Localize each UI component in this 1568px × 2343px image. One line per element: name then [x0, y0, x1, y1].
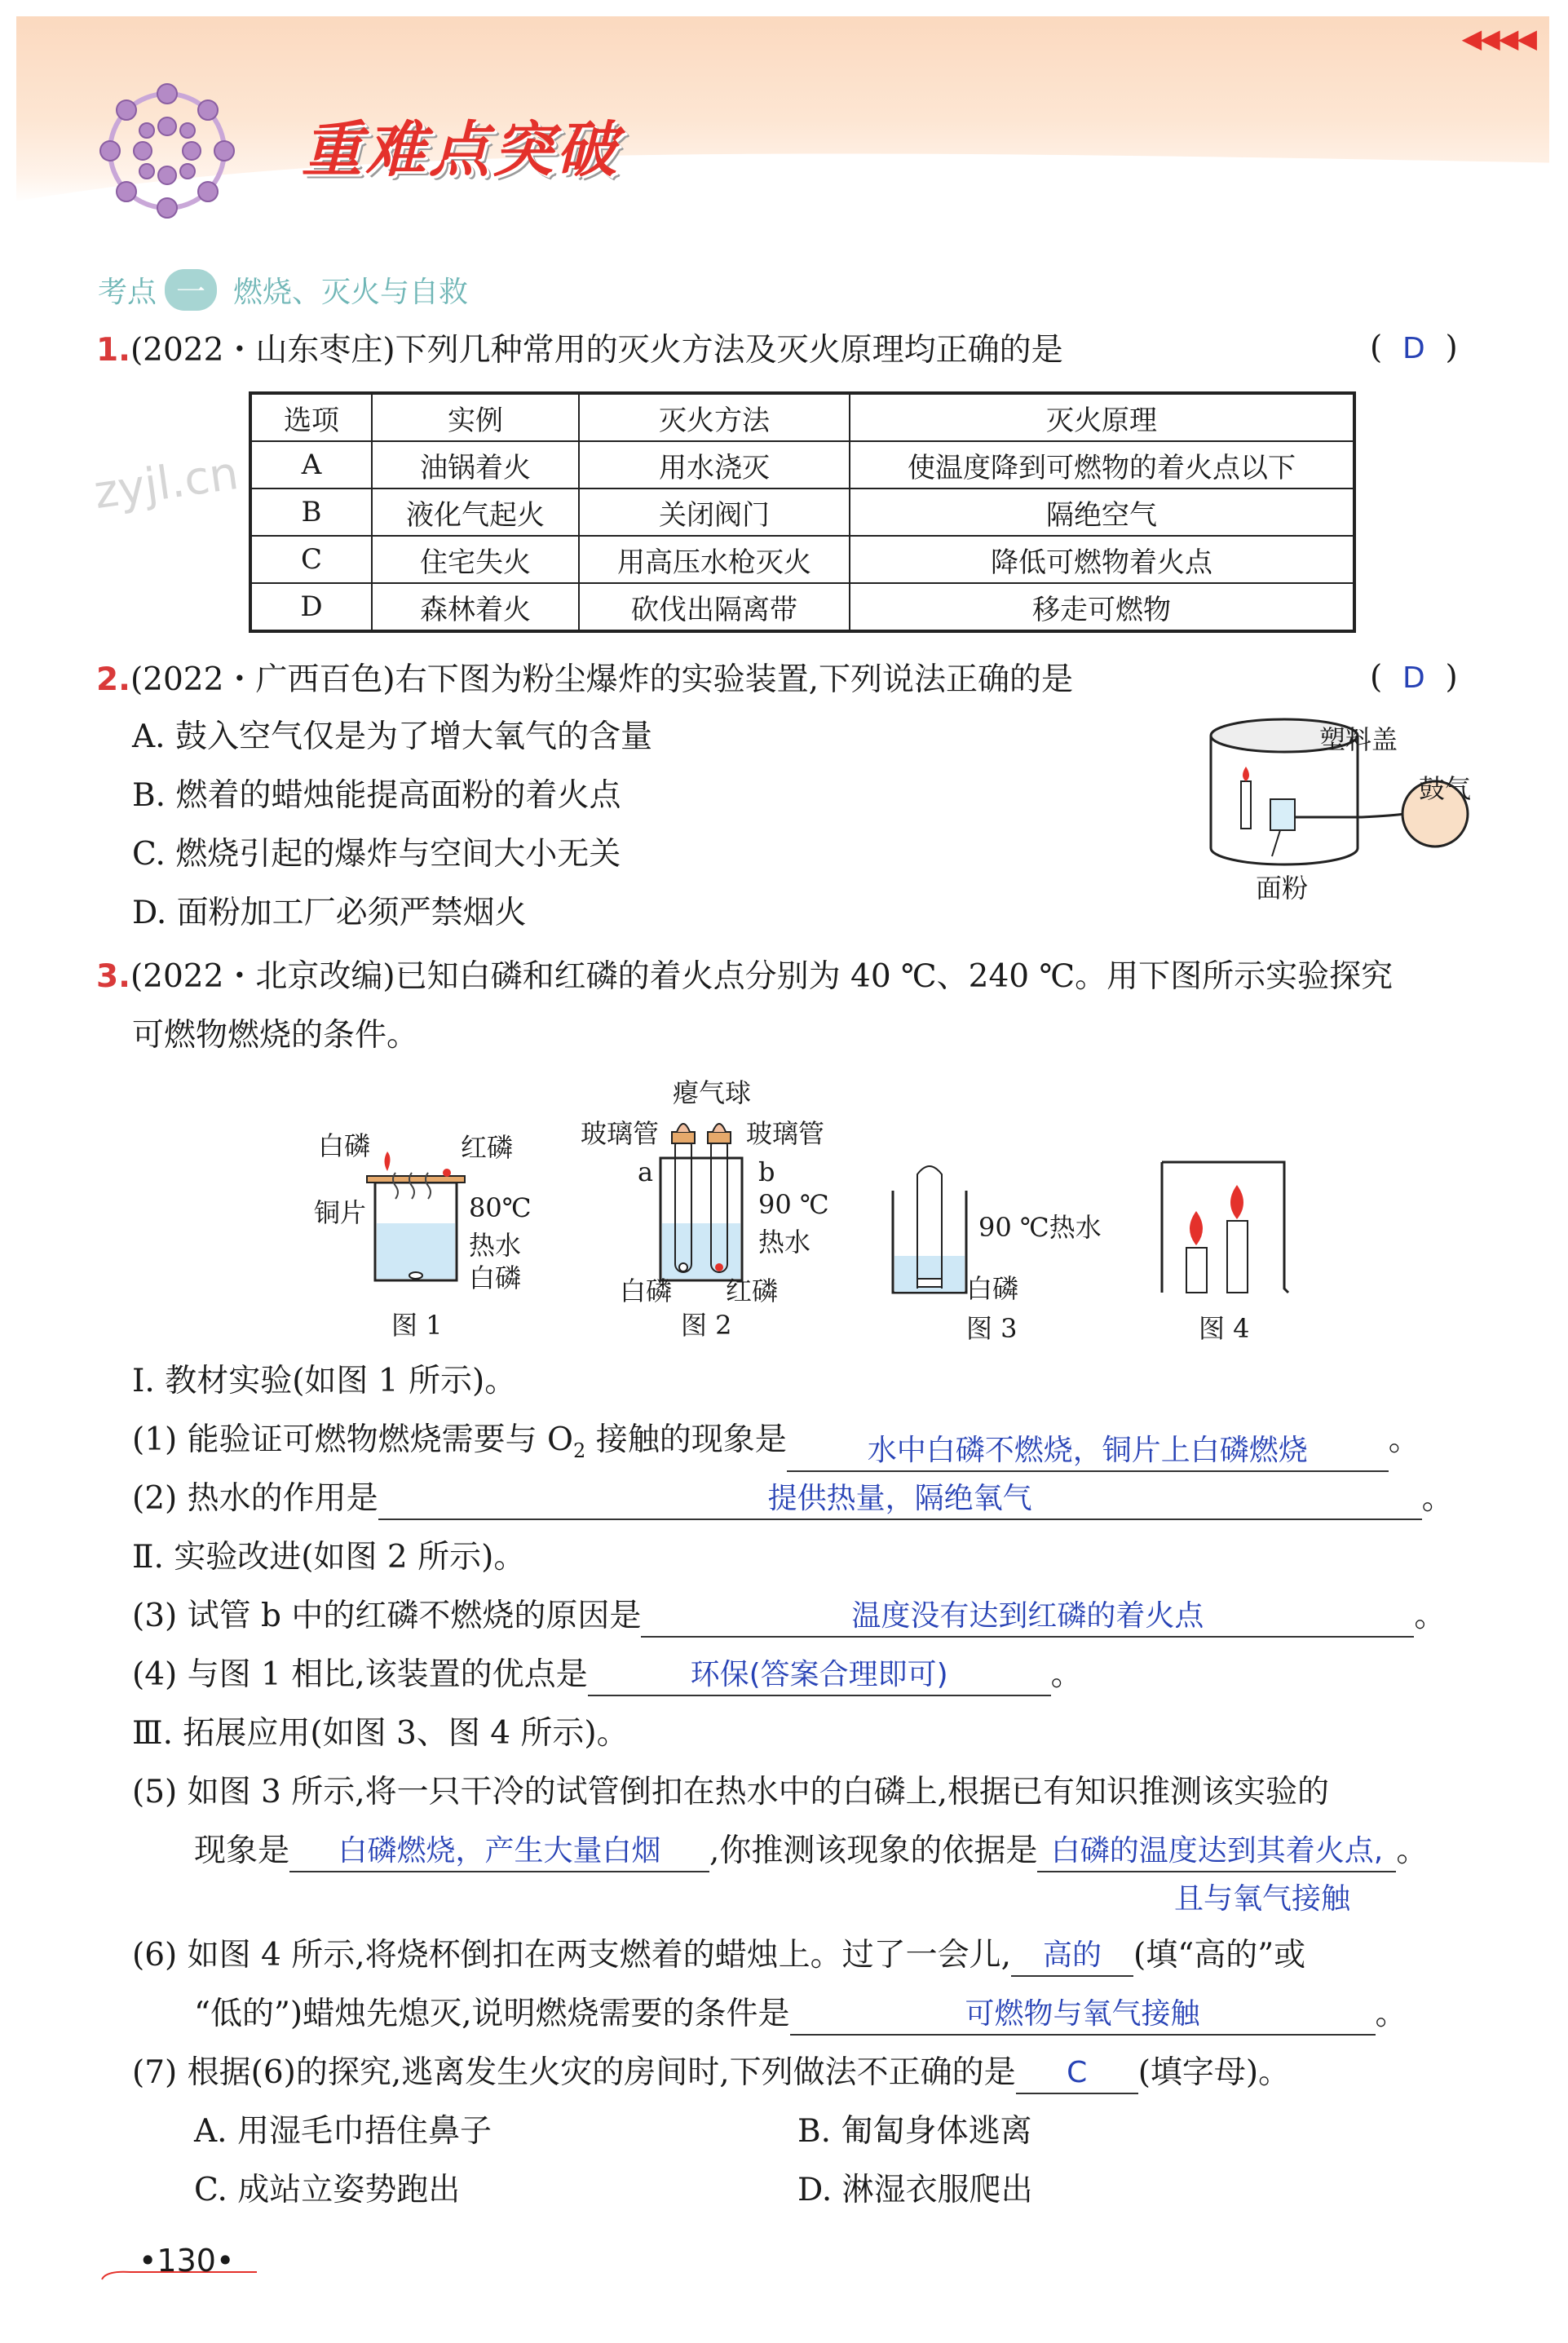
- table-header-cell: 灭火原理: [850, 393, 1354, 441]
- fig2-label-a: a: [638, 1156, 654, 1187]
- fig2-label-balloon: 瘪气球: [673, 1077, 752, 1108]
- q2-number: 2.: [96, 661, 130, 698]
- q1-number: 1.: [96, 332, 130, 369]
- fig1-label-red-p: 红磷: [461, 1132, 514, 1163]
- watermark: zyjl.cn: [91, 446, 242, 520]
- fig1-label-water: 热水: [469, 1230, 522, 1261]
- table-cell: 住宅失火: [372, 536, 579, 583]
- q3-p6-answer-1: 高的: [1043, 1939, 1102, 1972]
- q3-p5-answer-2-cont: 且与氧气接触: [1174, 1882, 1351, 1916]
- q3-stem-line2: 可燃物燃烧的条件。: [132, 1017, 419, 1054]
- q3-part-6-line1: [132, 1934, 1305, 1977]
- table-header-cell: 灭火方法: [579, 393, 850, 441]
- table-cell: 隔绝空气: [850, 488, 1354, 536]
- fig2-label-b: b: [758, 1156, 775, 1187]
- fig4-caption: 图 4: [1199, 1313, 1250, 1344]
- topic-name: 燃烧、灭火与自救: [233, 276, 469, 309]
- figure-4: [1154, 1154, 1292, 1301]
- table-header-row: [250, 393, 1354, 441]
- q3-p1-answer: 水中白磷不燃烧，铜片上白磷燃烧: [867, 1433, 1308, 1467]
- table-row: [250, 488, 1354, 536]
- fig-label-flour: 面粉: [1256, 873, 1309, 904]
- table-cell: 使温度降到可燃物的着火点以下: [850, 441, 1354, 488]
- q3-part-5-line2: 现象是 白磷燃烧，产生大量白烟 ,你推测该现象的依据是 白磷的温度达到其着火点, 。: [194, 1830, 1428, 1872]
- q3-p7-text2: (填字母)。: [1137, 2054, 1291, 2091]
- q2-text: (2022・广西百色)右下图为粉尘爆炸的实验装置,下列说法正确的是: [130, 661, 1074, 698]
- q3-p2-blank: [378, 1483, 1422, 1520]
- q3-p7-option-b: B. 匍匐身体逃离: [797, 2113, 1032, 2150]
- fig2-label-temp: 90 ℃: [758, 1189, 829, 1220]
- table-cell: 砍伐出隔离带: [579, 583, 850, 631]
- table-cell: A: [250, 441, 372, 488]
- q3-p7-text: (7) 根据(6)的探究,逃离发生火灾的房间时,下列做法不正确的是: [132, 2054, 1016, 2091]
- q3-part-7: [132, 2052, 1290, 2094]
- page-number: •130•: [139, 2243, 235, 2279]
- q3-p6-blank-1: [1011, 1939, 1133, 1977]
- q3-p7-option-a: A. 用湿毛巾捂住鼻子: [194, 2113, 492, 2150]
- q3-p1-text2: 接触的现象是: [585, 1421, 787, 1458]
- fig2-label-red-p: 红磷: [726, 1275, 779, 1306]
- q3-p3-answer: 温度没有达到红磷的着火点: [851, 1599, 1204, 1633]
- page-title: 重难点突破: [302, 115, 620, 185]
- fig1-label-white-p: 白磷: [318, 1130, 371, 1161]
- table-row: [250, 441, 1354, 488]
- q1-answer-box: ( D ): [1370, 329, 1458, 366]
- table-cell: 关闭阀门: [579, 488, 850, 536]
- fig3-label-water: 90 ℃热水: [978, 1212, 1102, 1243]
- fig1-label-temp: 80℃: [469, 1192, 532, 1223]
- figure-1: [359, 1134, 473, 1297]
- q3-part-4: (4) 与图 1 相比,该装置的优点是 环保(答案合理即可) 。: [132, 1654, 1083, 1696]
- q3-p6-text3: “低的”)蜡烛先熄灭,说明燃烧需要的条件是: [194, 1996, 790, 2032]
- table-cell: B: [250, 488, 372, 536]
- q3-part-2: (2) 热水的作用是 提供热量，隔绝氧气 。: [132, 1478, 1454, 1520]
- fig2-label-tube-l: 玻璃管: [581, 1118, 660, 1149]
- topic-heading: [98, 269, 468, 311]
- q3-part-5-line1: (5) 如图 3 所示,将一只干冷的试管倒扣在热水中的白磷上,根据已有知识推测该实验的: [132, 1774, 1330, 1810]
- q3-stem-line1: [96, 956, 1393, 998]
- topic-prefix: 考点: [98, 276, 157, 309]
- q3-p1-blank: [787, 1435, 1389, 1472]
- fig1-label-copper: 铜片: [314, 1197, 367, 1228]
- q3-section-2: Ⅱ. 实验改进(如图 2 所示)。: [132, 1539, 526, 1576]
- figure-2: [644, 1101, 758, 1297]
- fig1-label-white-p2: 白磷: [469, 1262, 522, 1293]
- q3-part-1: (1) 能验证可燃物燃烧需要与 $O_2$ 接触的现象是 水中白磷不燃烧，铜片上白磷燃烧 。: [132, 1419, 1477, 1472]
- q2-option-b: B. 燃着的蜡烛能提高面粉的着火点: [132, 777, 621, 814]
- table-cell: 液化气起火: [372, 488, 579, 536]
- table-row: [250, 536, 1354, 583]
- q1-table: [249, 391, 1356, 633]
- q3-p6-text2: (填“高的”或: [1133, 1937, 1306, 1974]
- q3-section-1: Ⅰ. 教材实验(如图 1 所示)。: [132, 1363, 517, 1399]
- topic-badge: 一: [165, 269, 217, 311]
- figure-3: [885, 1158, 974, 1301]
- q3-p7-blank: [1016, 2057, 1138, 2094]
- fig2-caption: 图 2: [681, 1310, 732, 1341]
- q3-p7-answer: C: [1067, 2056, 1088, 2089]
- fig-label-air: 鼓气: [1419, 773, 1472, 804]
- q2-option-c: C. 燃烧引起的爆炸与空间大小无关: [132, 836, 621, 873]
- q3-p5-blank-2: [1037, 1835, 1396, 1872]
- q2-answer: D: [1402, 661, 1425, 695]
- q3-number: 3.: [96, 958, 130, 995]
- q1-stem: [96, 329, 1063, 372]
- q3-p7-option-d: D. 淋湿衣服爬出: [797, 2172, 1033, 2208]
- q3-p3-text: (3) 试管 b 中的红磷不燃烧的原因是: [132, 1598, 642, 1634]
- fig-label-lid: 塑料盖: [1319, 724, 1398, 755]
- q1-answer: D: [1402, 332, 1425, 365]
- fig2-label-water: 热水: [758, 1227, 811, 1258]
- q3-p5-blank-1: [289, 1835, 709, 1872]
- q3-p1-sub: 2: [573, 1439, 586, 1462]
- fig2-label-white-p: 白磷: [620, 1275, 673, 1306]
- table-cell: 降低可燃物着火点: [850, 536, 1354, 583]
- q2-option-a: A. 鼓入空气仅是为了增大氧气的含量: [132, 718, 652, 755]
- q2-option-d: D. 面粉加工厂必须严禁烟火: [132, 895, 527, 931]
- q3-p6-answer-2: 可燃物与氧气接触: [965, 1997, 1200, 2031]
- q3-p4-blank: [588, 1659, 1051, 1696]
- table-cell: 用高压水枪灭火: [579, 536, 850, 583]
- q3-p5-text2: ,你推测该现象的依据是: [709, 1832, 1038, 1869]
- table-row: [250, 583, 1354, 631]
- table-cell: 森林着火: [372, 583, 579, 631]
- table-cell: 用水浇灭: [579, 441, 850, 488]
- q3-p4-text: (4) 与图 1 相比,该装置的优点是: [132, 1656, 588, 1693]
- q3-p7-option-c: C. 成站立姿势跑出: [194, 2172, 461, 2208]
- q3-p4-answer: 环保(答案合理即可): [690, 1658, 948, 1691]
- q3-p1-text: (1) 能验证可燃物燃烧需要与 O: [132, 1421, 574, 1458]
- q3-text: (2022・北京改编)已知白磷和红磷的着火点分别为 40 ℃、240 ℃。用下图所示实验探究: [130, 958, 1394, 995]
- fig2-label-tube-r: 玻璃管: [746, 1118, 825, 1149]
- q3-p6-blank-2: [790, 1998, 1376, 2036]
- q2-stem: [96, 659, 1073, 701]
- table-cell: D: [250, 583, 372, 631]
- q3-p2-text: (2) 热水的作用是: [132, 1480, 378, 1517]
- table-header-cell: 选项: [250, 393, 372, 441]
- q3-part-6-line2: “低的”)蜡烛先熄灭,说明燃烧需要的条件是 可燃物与氧气接触 。: [194, 1993, 1407, 2036]
- q3-p5-answer-1: 白磷燃烧，产生大量白烟: [338, 1834, 661, 1868]
- fig1-caption: 图 1: [391, 1310, 443, 1341]
- q3-p5-text: 现象是: [194, 1832, 290, 1869]
- table-header-cell: 实例: [372, 393, 579, 441]
- q3-section-3: Ⅲ. 拓展应用(如图 3、图 4 所示)。: [132, 1715, 629, 1752]
- arrow-decoration-icon: ◀◀◀◀: [1461, 23, 1535, 54]
- q3-p6-text: (6) 如图 4 所示,将烧杯倒扣在两支燃着的蜡烛上。过了一会儿,: [132, 1937, 1012, 1974]
- q2-answer-box: ( D ): [1370, 659, 1458, 696]
- fig3-label-white-p: 白磷: [966, 1273, 1019, 1304]
- q3-p2-answer: 提供热量，隔绝氧气: [767, 1482, 1032, 1515]
- table-cell: 油锅着火: [372, 441, 579, 488]
- q1-text: (2022・山东枣庄)下列几种常用的灭火方法及灭火原理均正确的是: [130, 332, 1063, 369]
- table-cell: 移走可燃物: [850, 583, 1354, 631]
- molecule-icon: [94, 77, 241, 224]
- q3-p5-answer-2: 白磷的温度达到其着火点,: [1050, 1834, 1384, 1868]
- q3-part-3: (3) 试管 b 中的红磷不燃烧的原因是 温度没有达到红磷的着火点 。: [132, 1595, 1446, 1638]
- q3-p3-blank: [641, 1600, 1414, 1638]
- table-cell: C: [250, 536, 372, 583]
- fig3-caption: 图 3: [966, 1313, 1018, 1344]
